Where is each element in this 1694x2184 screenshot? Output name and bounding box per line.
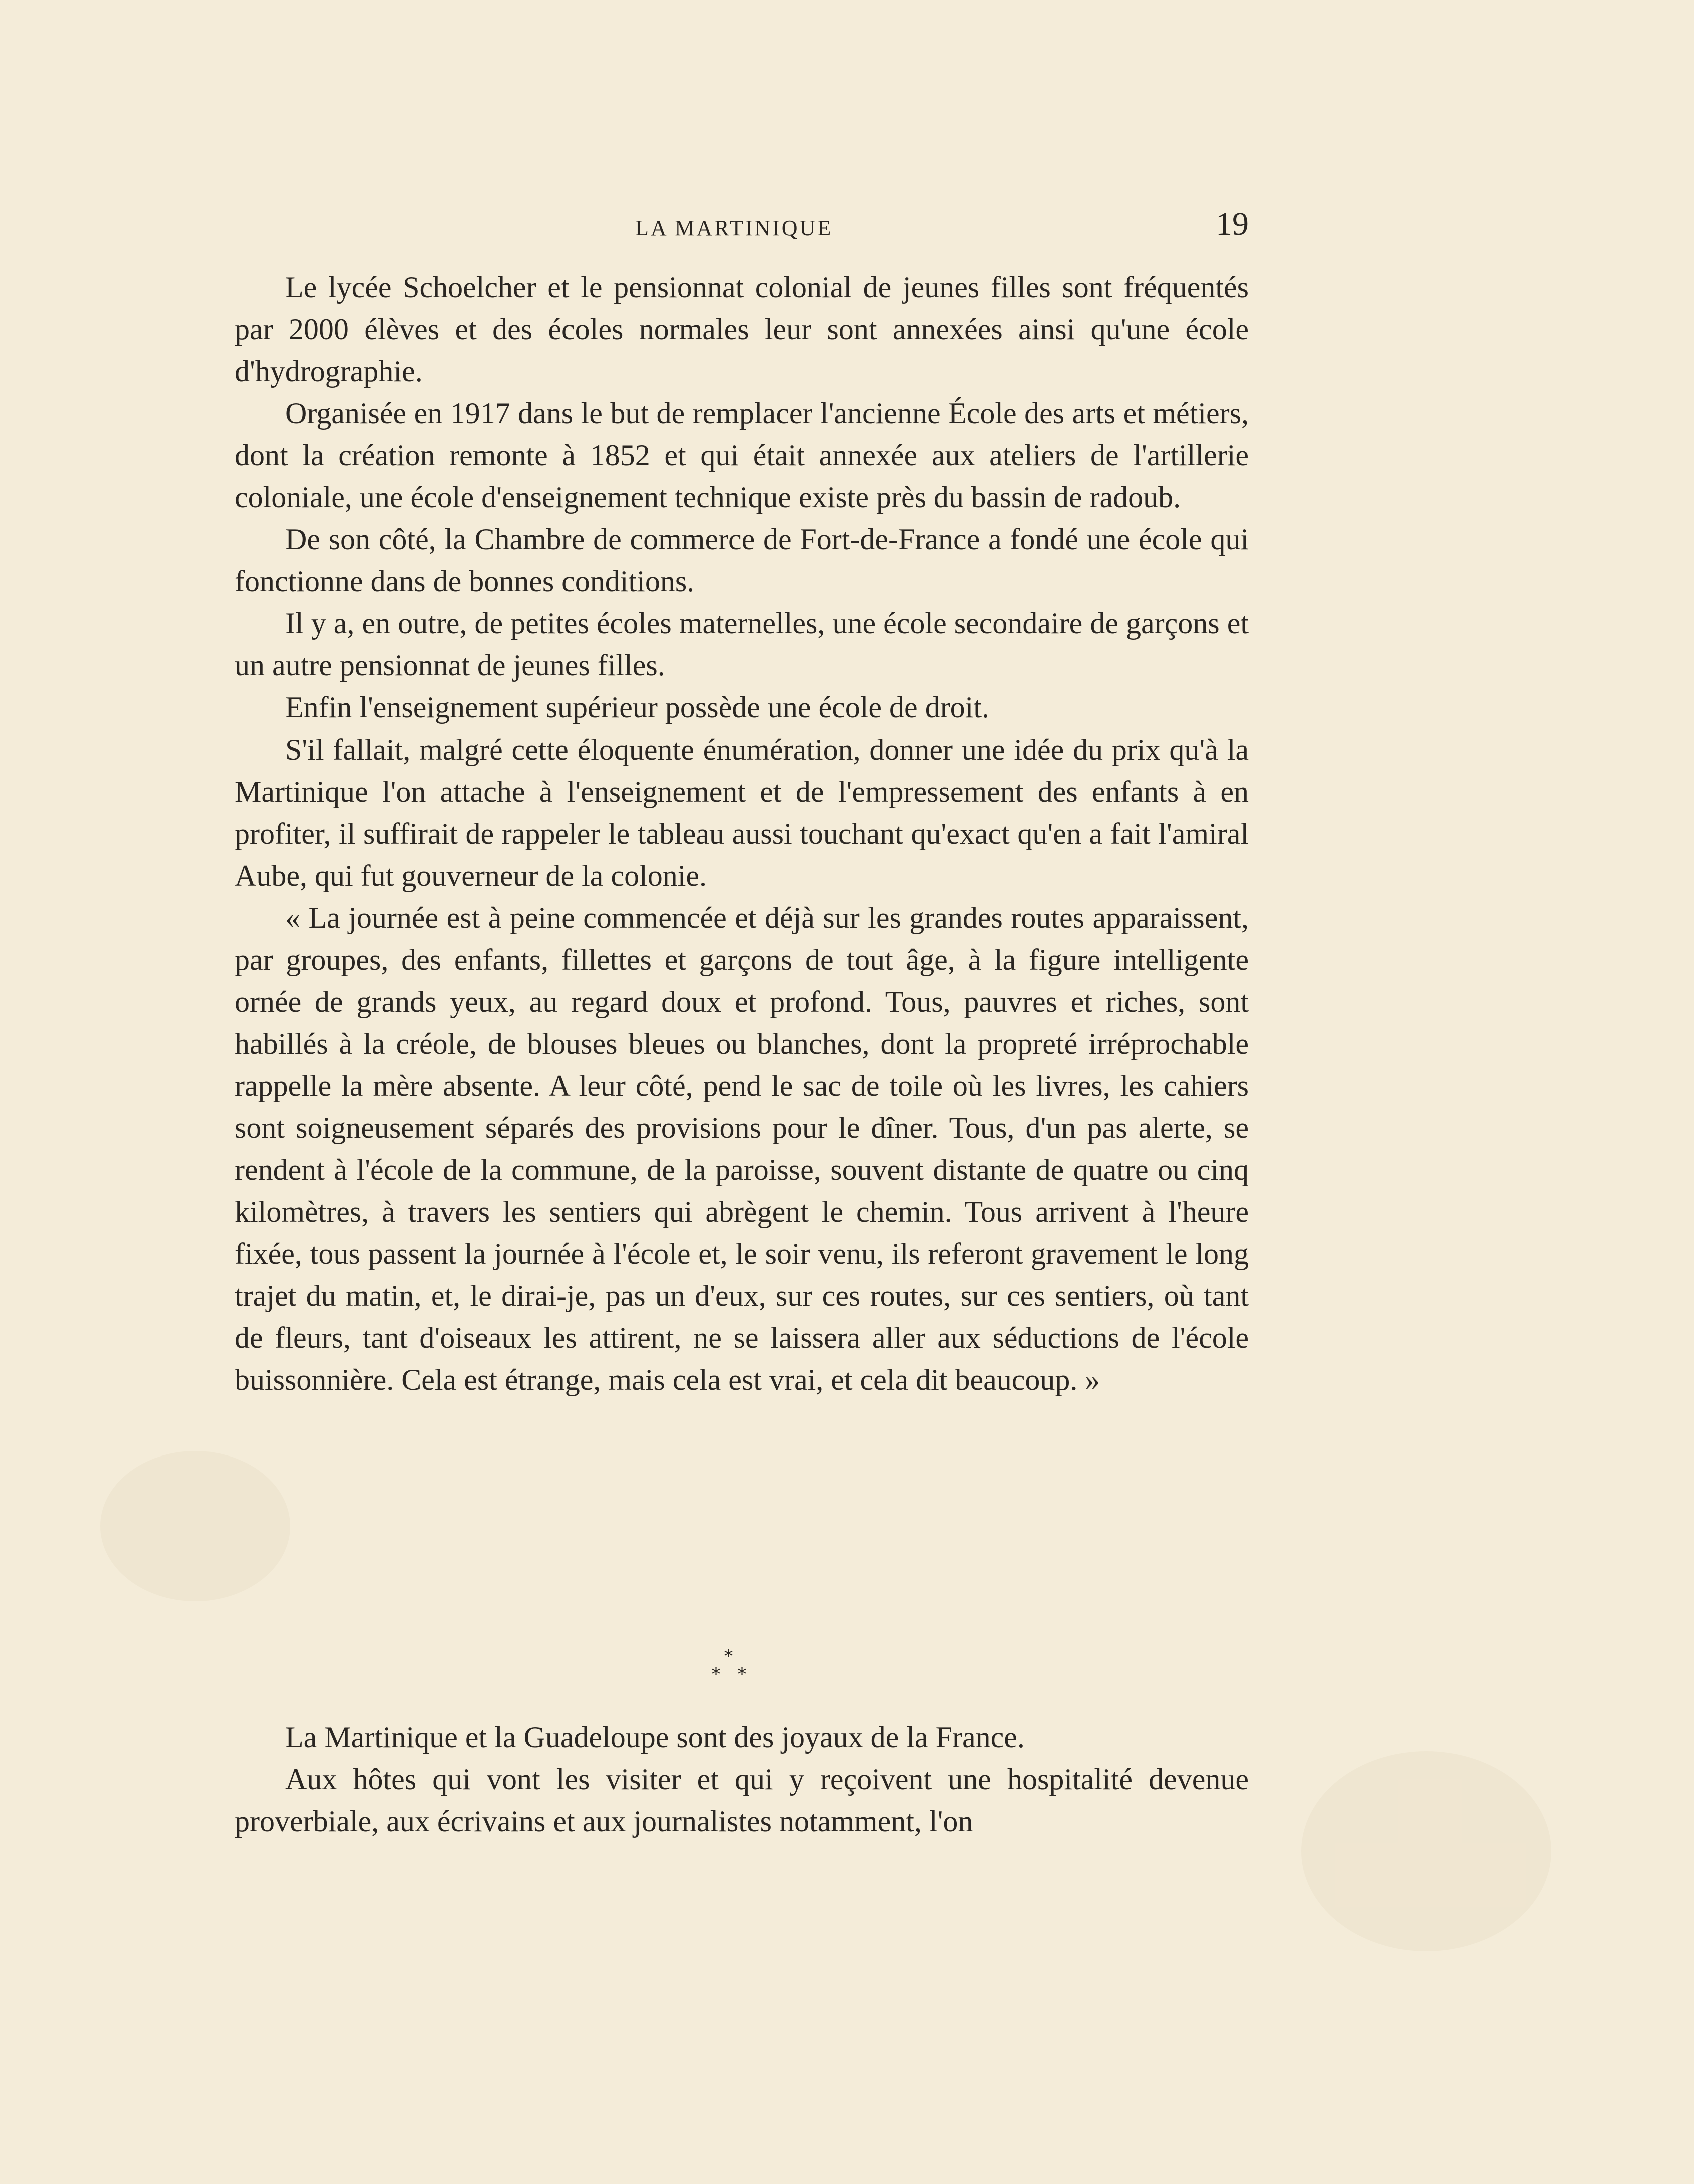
asterism-separator (701, 1646, 761, 1686)
paper-stain (100, 1451, 290, 1601)
paper-stain (1301, 1751, 1551, 1951)
page-header (235, 200, 1249, 260)
paragraph: Enfin l'enseignement supérieur possède une école de droit. (285, 691, 990, 724)
continued-text (235, 1716, 1249, 1842)
asterism-star: * (724, 1646, 733, 1666)
page-number: 19 (1216, 206, 1249, 242)
paragraph: De son côté, la Chambre de commerce de Fort-de-France a fondé une école qui fonctionne dans de bonnes conditions. (235, 523, 1249, 598)
paragraph: La Martinique et la Guadeloupe sont des joyaux de la France. (285, 1721, 1025, 1754)
main-text (235, 266, 1249, 1401)
asterism-star: * (712, 1664, 720, 1684)
paragraph: Il y a, en outre, de petites écoles maternelles, une école secondaire de garçons et un autre pensionnat de jeunes filles. (235, 607, 1249, 682)
asterism-star: * (738, 1664, 746, 1684)
paragraph: Le lycée Schoelcher et le pensionnat colonial de jeunes filles sont fréquentés par 2000 élèves et des écoles normales leur sont annexées ainsi qu'une école d'hydrographie. (235, 271, 1249, 388)
running-title: LA MARTINIQUE (635, 216, 833, 240)
paragraph: S'il fallait, malgré cette éloquente énumération, donner une idée du prix qu'à la Martinique l'on attache à l'enseignement et de l'empressement des enfants à en profiter, il suffirait de rappeler le tableau aussi touchant qu'exact qu'en a fait l'amiral Aube, qui fut gouverneur de la colonie. (235, 733, 1249, 892)
quotation-paragraph: « La journée est à peine commencée et déjà sur les grandes routes apparaissent, par groupes, des enfants, fillettes et garçons de tout âge, à la figure intelligente ornée de grands yeux, au regard doux et profond. Tous, pauvres et riches, sont habillés à la créole, de blouses bleues ou blanches, dont la propreté irréprochable rappelle la mère absente. A leur côté, pend le sac de toile où les livres, les cahiers sont soigneusement séparés des provisions pour le dîner. Tous, d'un pas alerte, se rendent à l'école de la commune, de la paroisse, souvent distante de quatre ou cinq kilomètres, à travers les sentiers qui abrègent le chemin. Tous arrivent à l'heure fixée, tous passent la journée à l'école et, le soir venu, ils referont gravement le long trajet du matin, et, le dirai-je, pas un d'eux, sur ces routes, sur ces sentiers, où tant de fleurs, tant d'oiseaux les attirent, ne se laissera aller aux séductions de l'école buissonnière. Cela est étrange, mais cela est vrai, et cela dit beaucoup. » (235, 901, 1249, 1396)
paragraph: Aux hôtes qui vont les visiter et qui y reçoivent une hospitalité devenue proverbiale, aux écrivains et aux journalistes notamment, l'on (235, 1763, 1249, 1838)
paragraph: Organisée en 1917 dans le but de remplacer l'ancienne École des arts et métiers, dont la création remonte à 1852 et qui était annexée aux ateliers de l'artillerie coloniale, une école d'enseignement technique existe près du bassin de radoub. (235, 397, 1249, 514)
